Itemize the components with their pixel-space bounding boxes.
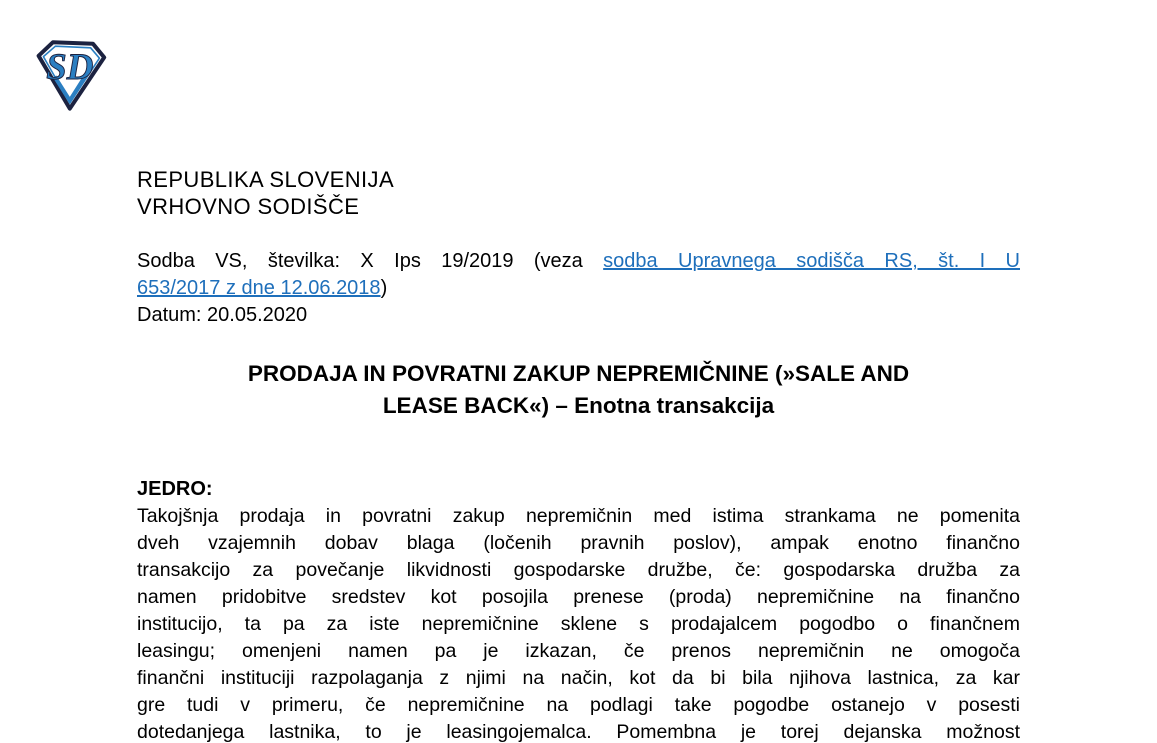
core-text-line: gre tudi v primeru, če nepremičnine na podlagi take pogodbe ostanejo v posesti <box>137 694 1020 716</box>
case-reference-block <box>137 248 1020 329</box>
document-title-line-1: PRODAJA IN POVRATNI ZAKUP NEPREMIČNINE (»SALE AND <box>247 361 910 386</box>
core-text-line: transakcijo za povečanje likvidnosti gospodarske družbe, če: gospodarska družba za <box>137 559 1020 581</box>
case-number-line-1 <box>137 248 1020 275</box>
core-text-line: institucijo, ta pa za iste nepremičnine sklene s prodajalcem pogodbo o finančnem <box>137 613 1020 635</box>
case-number-text: Sodba VS, številka: X Ips 19/2019 (veza <box>137 250 604 272</box>
issuer-country: REPUBLIKA SLOVENIJA <box>137 167 395 192</box>
case-number-line-2 <box>137 275 1020 302</box>
date-line: Datum: 20.05.2020 <box>137 304 308 326</box>
document-title-line-2: LEASE BACK«) – Enotna transakcija <box>382 393 775 418</box>
core-text-line: Takojšnja prodaja in povratni zakup nepremičnin med istima strankama ne pomenita <box>137 505 1020 527</box>
closing-parenthesis: ) <box>380 277 388 299</box>
logo-letters: SD <box>46 46 94 87</box>
core-heading: JEDRO: <box>137 478 213 500</box>
document-title <box>137 358 1020 422</box>
core-text-line: dotedanjega lastnika, to je leasingojemalca. Pomembna je torej dejanska možnost <box>137 721 1020 743</box>
core-text-line: dveh vzajemnih dobav blaga (ločenih pravnih poslov), ampak enotno finančno <box>137 532 1020 554</box>
related-judgment-link[interactable]: sodba Upravnega sodišča RS, št. I U <box>603 250 1020 272</box>
core-text-line: namen pridobitve sredstev kot posojila prenese (proda) nepremičnine na finančno <box>137 586 1020 608</box>
supreme-court-logo <box>29 36 109 114</box>
core-text-line: leasingu; omenjeni namen pa je izkazan, če prenos nepremičnin ne omogoča <box>137 640 1020 662</box>
core-text-line: finančni instituciji razpolaganja z njimi na način, kot da bi bila njihova lastnica, za kar <box>137 667 1020 689</box>
related-judgment-link-continued[interactable]: 653/2017 z dne 12.06.2018 <box>137 277 381 299</box>
document-content <box>137 0 1020 743</box>
core-text-paragraph <box>137 503 1020 743</box>
issuer-block <box>137 166 394 220</box>
issuer-court: VRHOVNO SODIŠČE <box>137 194 360 219</box>
